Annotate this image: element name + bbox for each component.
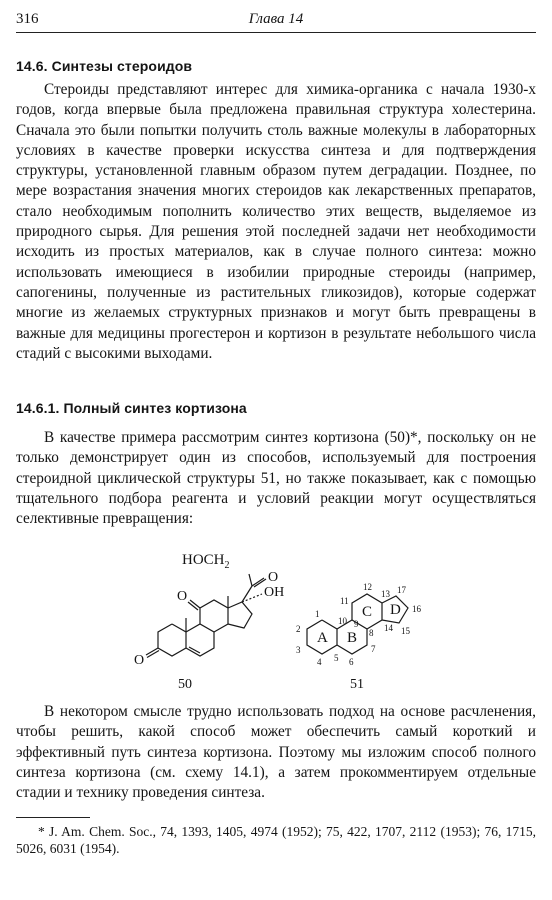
- atom-9: 9: [354, 619, 359, 629]
- compound-51-label: 51: [350, 677, 364, 692]
- compound-50-label: 50: [178, 677, 192, 692]
- ring-a-label: A: [317, 630, 328, 646]
- atom-2: 2: [296, 624, 301, 634]
- footnote: * J. Am. Chem. Soc., 74, 1393, 1405, 4974 (1952); 75, 422, 1707, 2112 (1953); 76, 1715, 5026, 6031 (1954).: [16, 824, 536, 856]
- subsection-heading: 14.6.1. Полный синтез кортизона: [16, 400, 247, 416]
- ring-c-label: C: [362, 604, 373, 620]
- footnote-rule: [16, 817, 90, 818]
- c20-oxygen: O: [268, 570, 279, 585]
- atom-4: 4: [317, 657, 322, 667]
- atom-12: 12: [363, 582, 372, 592]
- chapter-title: Глава 14: [248, 11, 304, 27]
- subsection-paragraph-1: В качестве примера рассмотрим синтез кортизона (50)*, поскольку он не только демонстрирует один из способов, используемый для построения стероидной циклической структуры 51, но также показывает, как с помощью тщательного подбора реагента и условий реакции могут осуществляться селективные превращения:: [16, 429, 536, 528]
- subsection-paragraph-2: В некотором смысле трудно использовать подход на основе расчленения, чтобы решить, какой способ может обеспечить самый короткий и эффективный путь синтеза кортизона. Поэтому мы изложим способ полного синтеза кортизона (см. схему 14.1), а затем прокомментируем отдельные стадии и технику проведения синтеза.: [16, 703, 536, 802]
- atom-8: 8: [369, 628, 374, 638]
- atom-5: 5: [334, 653, 339, 663]
- atom-10: 10: [338, 616, 347, 626]
- running-header: [16, 10, 536, 33]
- ring-d-label: D: [390, 602, 401, 618]
- atom-11: 11: [340, 596, 349, 606]
- atom-14: 14: [384, 623, 393, 633]
- steroid-structures-figure: [116, 544, 446, 694]
- atom-7: 7: [371, 644, 376, 654]
- atom-17: 17: [397, 585, 406, 595]
- hoch2-label: $HOCH_2$: [182, 552, 230, 571]
- c3-oxygen: O: [134, 653, 145, 668]
- structures-svg: [116, 544, 446, 694]
- ring-b-label: B: [347, 630, 358, 646]
- cortisone-skeleton: [146, 574, 266, 658]
- atom-15: 15: [401, 626, 410, 636]
- hydroxyl-label: OH: [264, 585, 285, 600]
- atom-16: 16: [412, 604, 421, 614]
- section-paragraph: Стероиды представляют интерес для химика-органика с начала 1930-х годов, когда впервые была предложена правильная структура холестерина. Сначала это были попытки получить столь важные молекулы в лабораторных условиях в качестве проверки искусства синтеза и для подтверждения структуры, установленной главным образом путем деградации. Позднее, по мере возрастания значения многих стероидов как лекарственных препаратов, стало необходимым пополнить количество этих веществ, выделяемое из природного сырья. Для решения этой последней задачи нет необходимости исходить из простых материалов, как в случае полного синтеза: можно использовать имеющиеся в изобилии природные стероиды (например, сапогенины, полученные из растительных гликозидов), которые содержат многие из желаемых структурных признаков и могут быть превращены в важные для медицины прогестерон и кортизон в результате небольшого числа стадий с высокими выходами.: [16, 81, 536, 362]
- c11-oxygen: O: [177, 589, 188, 604]
- page-number: 316: [16, 11, 39, 27]
- atom-13: 13: [381, 589, 390, 599]
- atom-1: 1: [315, 609, 320, 619]
- atom-3: 3: [296, 645, 301, 655]
- atom-6: 6: [349, 657, 354, 667]
- section-heading: 14.6. Синтезы стероидов: [16, 58, 193, 74]
